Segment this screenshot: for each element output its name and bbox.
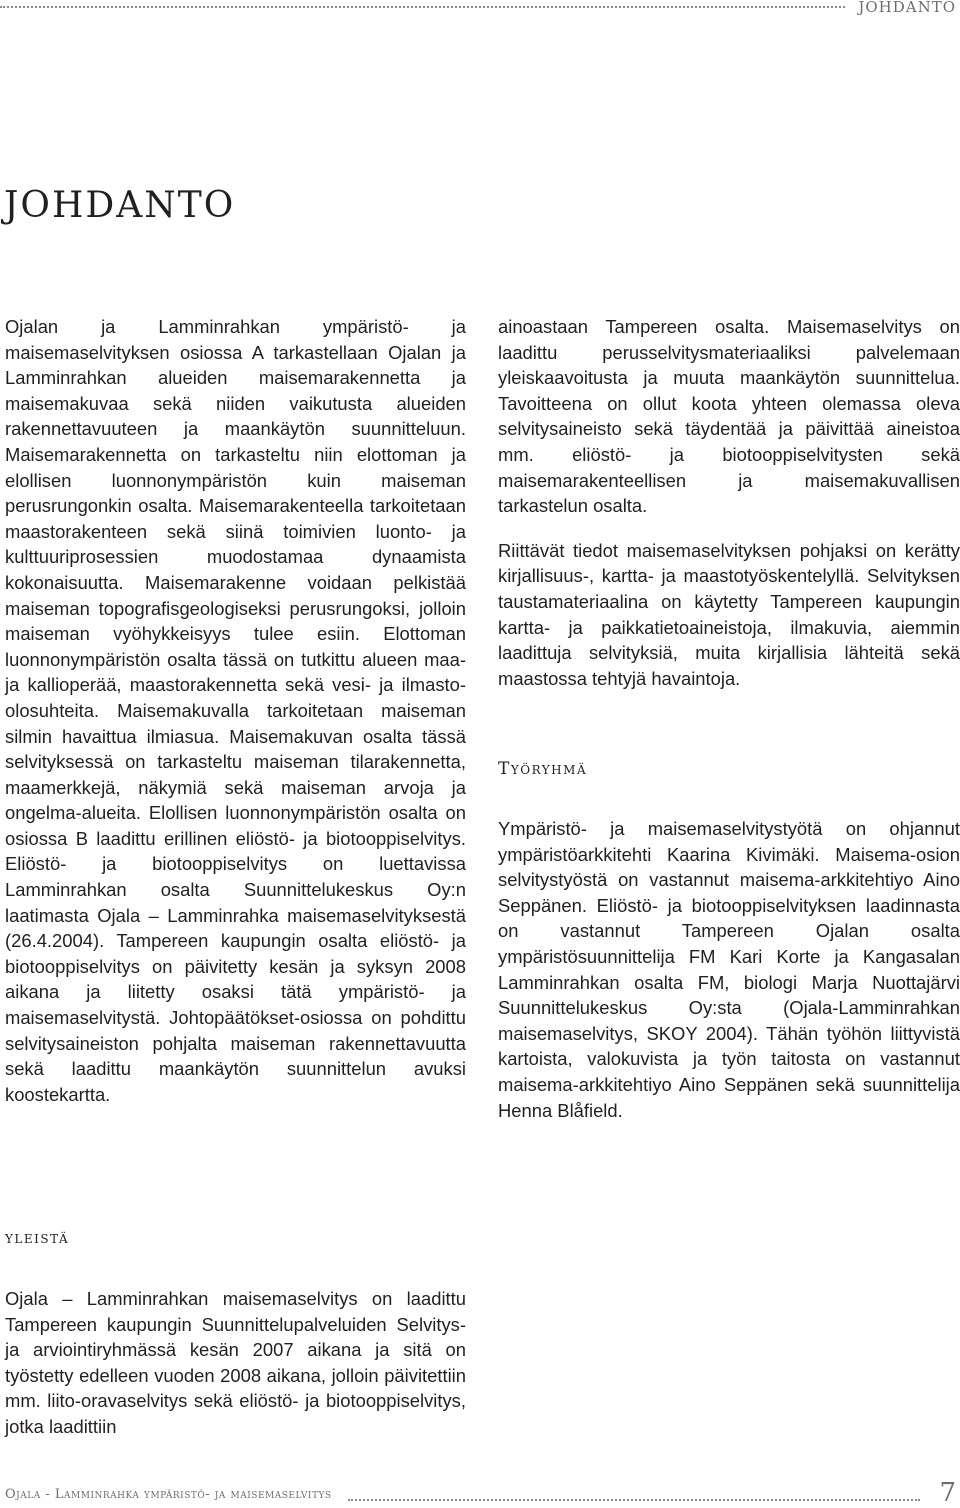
page-number: 7 [939,1478,956,1508]
yleista-column [5,1286,466,1440]
left-column [5,314,466,1107]
tyoryhma-column [498,816,960,1123]
purpose-paragraph: ainoastaan Tampereen osalta. Maisemaselvitys on laadittu perusselvitysmateriaaliksi palvelemaan yleiskaavoitusta ja muuta maankäytön suunnittelua. Tavoitteena on ollut koota yhteen olemassa oleva selvitysaineisto sekä täydentää ja päivittää aineistoa mm. eliöstö- ja biotooppiselvitysten sekä maisemarakenteellisen ja maisemakuvallisen tarkastelun osalta. [498,316,960,517]
yleista-paragraph: Ojala – Lamminrahkan maisemaselvitys on laadittu Tampereen kaupungin Suunnittelupalveluiden Selvitys- ja arviointiryhmässä kesän 2007 aikana ja sitä on työstetty edelleen vuoden 2008 aikana, jolloin päivitettiin mm. liito-oravaselvitys sekä eliöstö- ja biotooppiselvitys, jotka laadittiin [5,1288,466,1437]
tyoryhma-heading: Työryhmä [498,759,588,779]
footer-dotted-rule [348,1499,920,1501]
footer-running-title: Ojala - Lamminrahka ympäristö- ja maisemaselvitys [5,1487,332,1502]
tyoryhma-paragraph: Ympäristö- ja maisemaselvitystyötä on ohjannut ympäristöarkkitehti Kaarina Kivimäki. Maisema-osion selvitystyöstä on vastannut maisema-arkkitehtiyo Aino Seppänen. Eliöstö- ja biotooppiselvityksen laadinnasta on vastannut Tampereen Ojalan osalta ympäristösuunnittelija FM Kari Korte ja Kangasalan Lamminrahkan osalta FM, biologi Marja Nuottajärvi Suunnittelukeskus Oy:sta (Ojala-Lamminrahkan maisemaselvitys, SKOY 2004). Tähän työhön liittyvistä kartoista, valokuvista ja työn taitosta on vastannut maisema-arkkitehtiyo Aino Seppänen sekä suunnittelija Henna Blåfield. [498,818,960,1121]
right-column [498,314,960,691]
sources-paragraph: Riittävät tiedot maisemaselvityksen pohjaksi on kerätty kirjallisuus-, kartta- ja maastotyöskentelyllä. Selvityksen taustamateriaalina on käytetty Tampereen kaupungin kartta- ja paikkatietoaineistoja, ilmakuvia, aiemmin laadittuja selvityksiä, muita kirjallisia lähteitä sekä maastossa tehtyjä havaintoja. [498,539,960,689]
running-header: JOHDANTO [858,0,956,16]
page-title: JOHDANTO [4,185,236,226]
header-dotted-rule [0,6,845,8]
yleista-heading: yleistä [5,1228,70,1248]
intro-paragraph: Ojalan ja Lamminrahkan ympäristö- ja maisemaselvityksen osiossa A tarkastellaan Ojalan ja Lamminrahkan alueiden maisemarakennetta ja maisemakuvaa sekä niiden vaikutusta alueiden rakennettavuuteen ja maankäytön suunnitteluun. Maisemarakennetta on tarkasteltu niin elottoman ja elollisen luonnonympäristön kuin maiseman perusrungonkin osalta. Maisemarakenteella tarkoitetaan maastorakenteen sekä siinä toimivien luonto- ja kulttuuriprosessien muodostamaa dynaamista kokonaisuutta. Maisemarakenne voidaan pelkistää maiseman topografisgeologiseksi perusrungoksi, jolloin maiseman vyöhykkeisyys tulee esiin. Elottoman luonnonympäristön osalta tässä on tutkittu alueen maa- ja kallioperää, maastorakennetta sekä vesi- ja ilmasto-olosuhteita. Maisemakuvalla tarkoitetaan maiseman silmin havaittua ilmiasua. Maisemakuvan osalta tässä selvityksessä on tarkasteltu maiseman tilarakennetta, maamerkkejä, näkymiä sekä maiseman arvoja ja ongelma-alueita. Elollisen luonnonympäristön osalta on osiossa B laadittu erillinen eliöstö- ja biotooppiselvitys. Eliöstö- ja biotooppiselvitys on luettavissa Lamminrahkan osalta Suunnittelukeskus Oy:n laatimasta Ojala – Lamminrahka maisemaselvityksestä (26.4.2004). Tampereen kaupungin osalta eliöstö- ja biotooppiselvitys on päivitetty kesän ja syksyn 2008 aikana ja liitetty osaksi tätä ympäristö- ja maisemaselvitystä. Johtopäätökset-osiossa on pohdittu selvitysaineiston pohjalta maiseman rakennettavuutta sekä laadittu maankäytön suunnittelun avuksi koostekartta. [5,316,466,1105]
